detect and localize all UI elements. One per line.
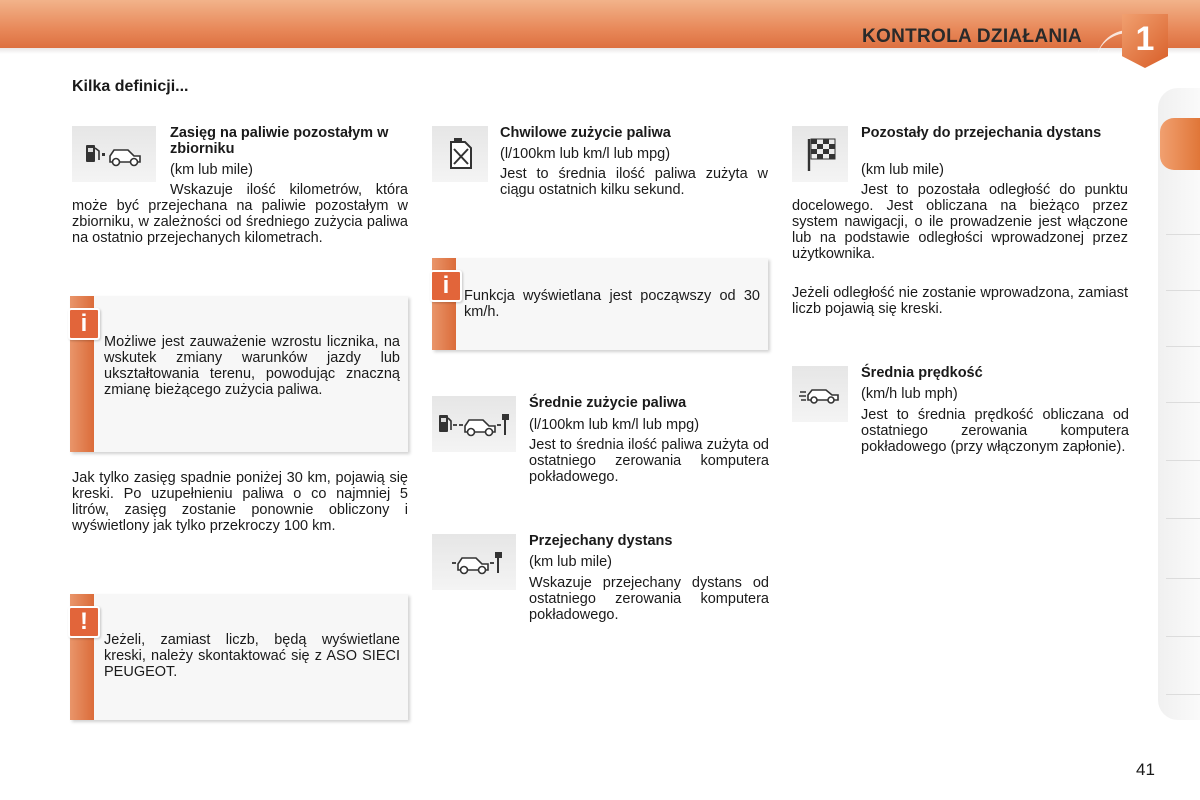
- speeding-car-icon: [792, 366, 848, 422]
- instant-consumption-description: Jest to średnia ilość paliwa zużyta w ciągu ostatnich kilku sekund.: [500, 166, 768, 198]
- chapter-tab-divider: [1166, 460, 1200, 461]
- section-title: Kilka definicji...: [72, 78, 189, 95]
- distance-description: Wskazuje przejechany dystans od ostatniego zerowania komputera pokładowego.: [529, 575, 769, 623]
- chapter-tab-divider: [1166, 578, 1200, 579]
- dashes-description: Jak tylko zasięg spadnie poniżej 30 km, pojawią się kreski. Po uzupełnieniu paliwa o co najmniej 5 litrów, zasięg zostanie ponownie obliczony i wyświetlony jak tylko przekroczy 100 km.: [72, 470, 408, 534]
- average-speed-heading: Średnia prędkość: [861, 365, 983, 381]
- fuel-can-icon: [432, 126, 488, 182]
- chapter-tab-divider: [1166, 636, 1200, 637]
- chapter-tab-divider: [1166, 346, 1200, 347]
- average-consumption-unit: (l/100km lub km/l lub mpg): [529, 417, 700, 433]
- average-speed-description: Jest to średnia prędkość obliczana od ostatniego zerowania komputera pokładowego (przy włączonym zapłonie).: [861, 407, 1129, 455]
- chapter-tab-divider: [1166, 402, 1200, 403]
- remaining-distance-heading: Pozostały do przejechania dystans: [861, 125, 1102, 141]
- instant-consumption-heading: Chwilowe zużycie paliwa: [500, 125, 671, 141]
- range-unit: (km lub mile): [170, 162, 253, 178]
- chapter-tab-strip: [1158, 88, 1200, 720]
- chapter-title: KONTROLA DZIAŁANIA: [861, 26, 1082, 47]
- remaining-distance-unit: (km lub mile): [861, 162, 944, 178]
- info-note: [432, 258, 768, 350]
- distance-heading: Przejechany dystans: [529, 533, 673, 549]
- warning-note: [70, 594, 408, 720]
- range-heading: Zasięg na paliwie pozostałym w zbiorniku: [170, 125, 389, 157]
- info-note: [70, 296, 408, 452]
- chapter-tab-divider: [1166, 234, 1200, 235]
- info-note-text: Możliwe jest zauważenie wzrostu licznika, na wskutek zmiany warunków jazdy lub ukształtowania terenu, powodując znaczną zmianę bieżącego zużycia paliwa.: [104, 334, 400, 398]
- chapter-tab-divider: [1166, 290, 1200, 291]
- page-number: 41: [1136, 760, 1155, 779]
- distance-unit: (km lub mile): [529, 554, 612, 570]
- car-flag-icon: [432, 534, 516, 590]
- info-icon: i: [430, 270, 462, 302]
- header-strip: [0, 48, 1200, 54]
- warning-note-text: Jeżeli, zamiast liczb, będą wyświetlane kreski, należy skontaktować się z ASO SIECI PEUGEOT.: [104, 632, 400, 680]
- remaining-distance-description: Jest to pozostała odległość do punktu docelowego. Jest obliczana na bieżąco przez system nawigacji, o ile prowadzenie jest włączone lub na podstawie odległości wprowadzonej przez użytkownika.: [792, 182, 1128, 262]
- chapter-tab-active[interactable]: [1160, 118, 1200, 170]
- average-consumption-heading: Średnie zużycie paliwa: [529, 395, 687, 411]
- average-consumption-description: Jest to średnia ilość paliwa zużyta od ostatniego zerowania komputera pokładowego.: [529, 437, 769, 485]
- range-description: Wskazuje ilość kilometrów, która może być przejechana na paliwie pozostałym w zbiorniku, w zależności od średniego zużycia paliwa na ostatnio przejechanych kilometrach.: [72, 182, 408, 246]
- warning-icon: !: [68, 606, 100, 638]
- remaining-distance-note: Jeżeli odległość nie zostanie wprowadzona, zamiast liczb pojawią się kreski.: [792, 285, 1128, 317]
- instant-consumption-unit: (l/100km lub km/l lub mpg): [500, 146, 671, 162]
- fuel-car-icon: [72, 126, 156, 182]
- checkered-flag-icon: [792, 126, 848, 182]
- info-note-text: Funkcja wyświetlana jest począwszy od 30 km/h.: [464, 288, 760, 320]
- chapter-number: 1: [1135, 20, 1155, 58]
- chapter-tab-divider: [1166, 518, 1200, 519]
- fuel-car-flag-icon: [432, 396, 516, 452]
- average-speed-unit: (km/h lub mph): [861, 386, 958, 402]
- chapter-tab-divider: [1166, 694, 1200, 695]
- info-icon: i: [68, 308, 100, 340]
